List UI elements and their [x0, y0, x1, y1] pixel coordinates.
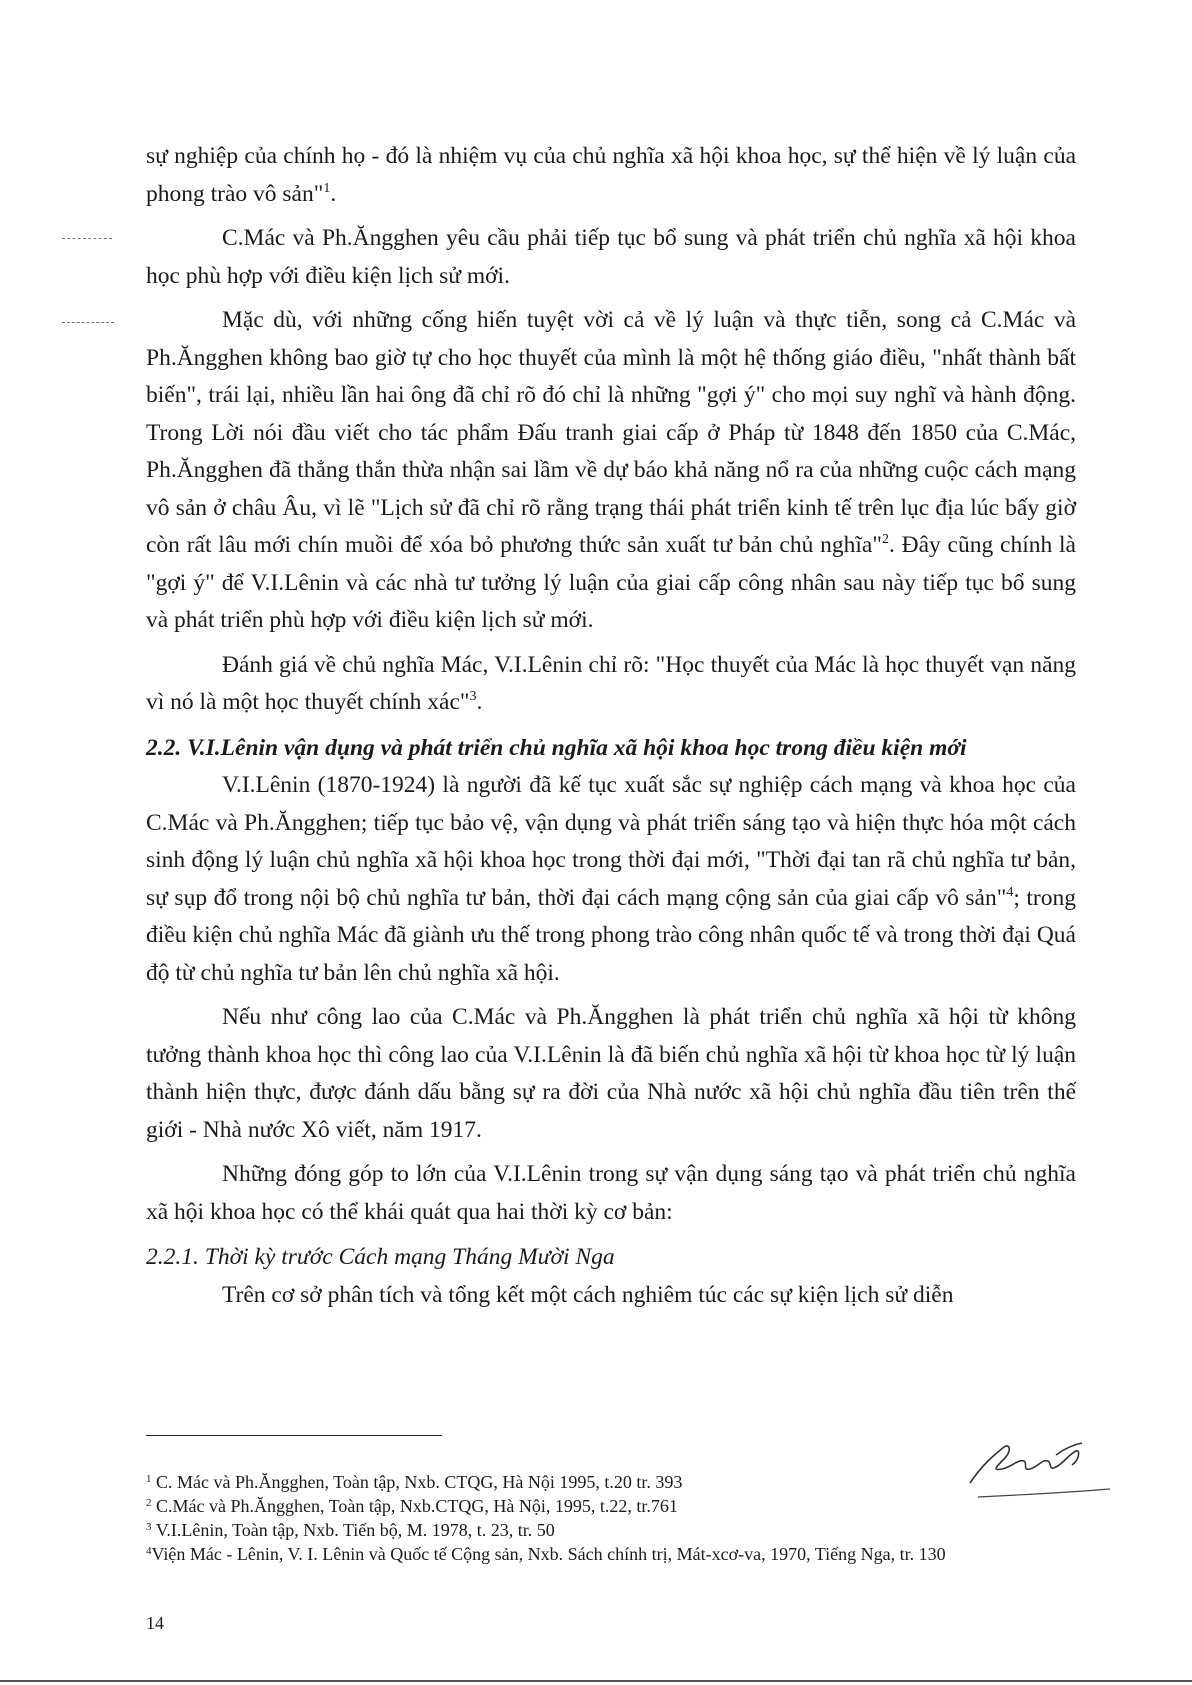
footnote: $^1$ C. Mác và Ph.Ăngghen, Toàn tập, Nxb. CTQG, Hà Nội 1995, t.20 tr. 393 — [146, 1472, 683, 1492]
paragraph: V.I.Lênin (1870-1924) là người đã kế tục xuất sắc sự nghiệp cách mạng và khoa học của C.Mác và Ph.Ăngghen; tiếp tục bảo vệ, vận dụng và phát triển sáng tạo và hiện thực hóa một cách sinh động lý luận chủ nghĩa xã hội khoa học trong thời đại mới, "Thời đại tan rã chủ nghĩa tư bản, sự sụp đổ trong nội bộ chủ nghĩa tư bản, thời đại cách mạng cộng sản của giai cấp vô sản"$^4$; trong điều kiện chủ nghĩa Mác đã giành ưu thế trong phong trào công nhân quốc tế và trong thời đại Quá độ từ chủ nghĩa tư bản lên chủ nghĩa xã hội. — [146, 772, 1077, 986]
paragraph: C.Mác và Ph.Ăngghen yêu cầu phải tiếp tục bổ sung và phát triển chủ nghĩa xã hội khoa học phù hợp với điều kiện lịch sử mới. — [146, 225, 1076, 289]
scan-mark-left-1 — [62, 238, 112, 239]
footnote-separator — [146, 1435, 442, 1436]
footnote-ref: 2 — [881, 532, 889, 547]
footnote-ref: 4 — [1006, 884, 1014, 900]
paragraph: Trên cơ sở phân tích và tổng kết một cách nghiêm túc các sự kiện lịch sử diễn — [222, 1281, 954, 1308]
paragraph: Những đóng góp to lớn của V.I.Lênin trong sự vận dụng sáng tạo và phát triển chủ nghĩa xã hội khoa học có thể khái quát qua hai thời kỳ cơ bản: — [146, 1161, 1076, 1225]
section-heading: 2.2. V.I.Lênin vận dụng và phát triển chủ nghĩa xã hội khoa học trong điều kiện mới — [146, 734, 967, 761]
footnote: $^4$Viện Mác - Lênin, V. I. Lênin và Quốc tế Cộng sản, Nxb. Sách chính trị, Mát-xcơ-va, 1970, Tiếng Nga, tr. 130 — [146, 1544, 946, 1564]
footnote: $^2$ C.Mác và Ph.Ăngghen, Toàn tập, Nxb.CTQG, Hà Nội, 1995, t.22, tr.761 — [146, 1496, 678, 1516]
scan-mark-left-2 — [62, 322, 114, 323]
subsection-heading: 2.2.1. Thời kỳ trước Cách mạng Tháng Mười Nga — [146, 1244, 615, 1270]
paragraph: Mặc dù, với những cống hiến tuyệt vời cả về lý luận và thực tiễn, song cả C.Mác và Ph.Ăngghen không bao giờ tự cho học thuyết của mình là một hệ thống giáo điều, "nhất thành bất biến", trái lại, nhiều lần hai ông đã chỉ rõ đó chỉ là những "gợi ý" cho mọi suy nghĩ và hành động. Trong Lời nói đầu viết cho tác phẩm Đấu tranh giai cấp ở Pháp từ 1848 đến 1850 của C.Mác, Ph.Ăngghen đã thẳng thắn thừa nhận sai lầm về dự báo khả năng nổ ra của những cuộc cách mạng vô sản ở châu Âu, vì lẽ "Lịch sử đã chỉ rõ rằng trạng thái phát triển kinh tế trên lục địa lúc bấy giờ còn rất lâu mới chín muồi để xóa bỏ phương thức sản xuất tư bản chủ nghĩa"$^2$. Đây cũng chính là "gợi ý" để V.I.Lênin và các nhà tư tưởng lý luận của giai cấp công nhân sau này tiếp tục bổ sung và phát triển phù hợp với điều kiện lịch sử mới. — [146, 307, 1076, 633]
scan-bottom-edge — [0, 1680, 1192, 1682]
page-number: 14 — [146, 1613, 164, 1633]
paragraph: Nếu như công lao của C.Mác và Ph.Ăngghen là phát triển chủ nghĩa xã hội từ không tưởng thành khoa học thì công lao của V.I.Lênin là đã biến chủ nghĩa xã hội từ khoa học từ lý luận thành hiện thực, được đánh dấu bằng sự ra đời của Nhà nước xã hội chủ nghĩa đầu tiên trên thế giới - Nhà nước Xô viết, năm 1917. — [146, 1004, 1076, 1143]
paragraph: Đánh giá về chủ nghĩa Mác, V.I.Lênin chỉ rõ: "Học thuyết của Mác là học thuyết vạn năng vì nó là một học thuyết chính xác"$^3$. — [146, 651, 1076, 715]
paragraph: sự nghiệp của chính họ - đó là nhiệm vụ của chủ nghĩa xã hội khoa học, sự thể hiện về lý luận của phong trào vô sản"$^1$. — [146, 143, 1076, 207]
page-body — [146, 138, 1076, 1314]
footnote-ref: 1 — [323, 180, 331, 196]
footnotes — [146, 1470, 1086, 1566]
footnote-ref: 3 — [469, 689, 477, 704]
footnote: $^3$ V.I.Lênin, Toàn tập, Nxb. Tiến bộ, M. 1978, t. 23, tr. 50 — [146, 1520, 555, 1540]
